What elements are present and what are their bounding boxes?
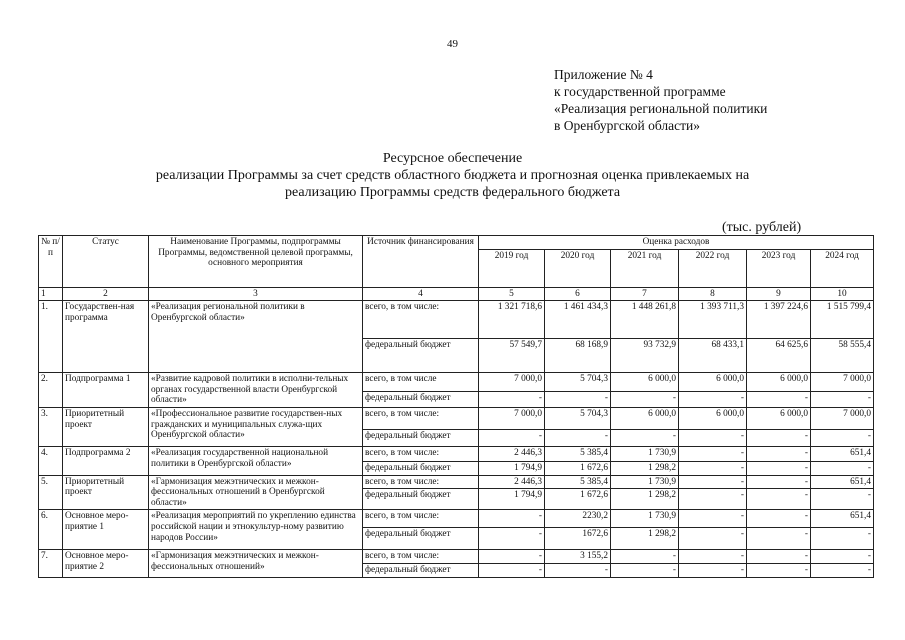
value-cell: 1 730,9 <box>611 446 679 461</box>
value-cell: - <box>479 510 545 528</box>
value-cell: 2 446,3 <box>479 475 545 489</box>
value-cell: 6 000,0 <box>679 407 747 429</box>
row-name: «Профессиональное развитие государствен-ных гражданских и муниципальных служа-щих Оренбургской области» <box>149 407 363 446</box>
value-cell: 5 385,4 <box>545 446 611 461</box>
value-cell: 64 625,6 <box>747 339 811 373</box>
column-number: 2 <box>63 287 149 301</box>
header-row <box>39 236 874 250</box>
value-cell: 7 000,0 <box>479 407 545 429</box>
title-line: реализацию Программы средств федерального бюджета <box>284 185 621 200</box>
table-row <box>39 373 874 392</box>
funding-source: федеральный бюджет <box>363 461 479 475</box>
value-cell: 6 000,0 <box>747 407 811 429</box>
value-cell: 1 672,6 <box>545 461 611 475</box>
header-source: Источник финансирования <box>363 236 479 288</box>
document-title <box>0 150 905 201</box>
row-name: «Реализация мероприятий по укреплению единства российской нации и этнокультур-ному развитию народов России» <box>149 510 363 550</box>
value-cell: 7 000,0 <box>479 373 545 392</box>
value-cell: - <box>747 446 811 461</box>
row-status: Государствен-ная программа <box>63 301 149 373</box>
funding-source: всего, в том числе <box>363 373 479 392</box>
value-cell: 1 298,2 <box>611 489 679 510</box>
table-row <box>39 475 874 489</box>
value-cell: 5 385,4 <box>545 475 611 489</box>
row-status: Подпрограмма 2 <box>63 446 149 475</box>
value-cell: 1 393 711,3 <box>679 301 747 339</box>
appendix-line: Приложение № 4 <box>554 67 653 82</box>
row-number: 4. <box>39 446 63 475</box>
value-cell: 1 515 799,4 <box>811 301 874 339</box>
header-year: 2020 год <box>545 249 611 287</box>
row-status: Основное меро-приятие 1 <box>63 510 149 550</box>
value-cell: - <box>811 429 874 446</box>
value-cell: 6 000,0 <box>611 373 679 392</box>
value-cell: 58 555,4 <box>811 339 874 373</box>
value-cell: 1 397 224,6 <box>747 301 811 339</box>
value-cell: 1 672,6 <box>545 489 611 510</box>
value-cell: 1 461 434,3 <box>545 301 611 339</box>
row-number: 2. <box>39 373 63 408</box>
value-cell: 7 000,0 <box>811 373 874 392</box>
value-cell: - <box>811 461 874 475</box>
row-status: Подпрограмма 1 <box>63 373 149 408</box>
row-number: 6. <box>39 510 63 550</box>
funding-source: всего, в том числе: <box>363 475 479 489</box>
value-cell: 1 298,2 <box>611 461 679 475</box>
value-cell: 1 730,9 <box>611 475 679 489</box>
value-cell: - <box>545 563 611 577</box>
header-year: 2022 год <box>679 249 747 287</box>
column-number: 9 <box>747 287 811 301</box>
value-cell: 1672,6 <box>545 528 611 550</box>
header-name: Наименование Программы, подпрограммы Программы, ведомственной целевой программы, основного мероприятия <box>149 236 363 288</box>
resource-table <box>38 235 874 578</box>
value-cell: - <box>545 429 611 446</box>
title-line: реализации Программы за счет средств областного бюджета и прогнозная оценка привлекаемых на <box>155 168 750 183</box>
column-number: 3 <box>149 287 363 301</box>
value-cell: - <box>479 528 545 550</box>
header-num: № п/п <box>39 236 63 288</box>
value-cell: - <box>811 550 874 564</box>
title-line: Ресурсное обеспечение <box>382 151 523 166</box>
value-cell: 1 448 261,8 <box>611 301 679 339</box>
funding-source: федеральный бюджет <box>363 528 479 550</box>
value-cell: 1 321 718,6 <box>479 301 545 339</box>
column-number: 5 <box>479 287 545 301</box>
value-cell: - <box>747 528 811 550</box>
funding-source: федеральный бюджет <box>363 489 479 510</box>
row-name: «Гармонизация межэтнических и межкон-фессиональных отношений в Оренбургской области» <box>149 475 363 510</box>
value-cell: - <box>611 429 679 446</box>
value-cell: - <box>479 429 545 446</box>
value-cell: - <box>747 563 811 577</box>
value-cell: 6 000,0 <box>747 373 811 392</box>
value-cell: - <box>747 475 811 489</box>
row-status: Приоритетный проект <box>63 475 149 510</box>
value-cell: 1 794,9 <box>479 461 545 475</box>
funding-source: федеральный бюджет <box>363 392 479 408</box>
value-cell: 68 433,1 <box>679 339 747 373</box>
column-number: 7 <box>611 287 679 301</box>
value-cell: - <box>679 563 747 577</box>
funding-source: всего, в том числе: <box>363 407 479 429</box>
column-number-row <box>39 287 874 301</box>
appendix-line: к государственной программе <box>554 84 726 99</box>
row-status: Основное меро-приятие 2 <box>63 550 149 577</box>
appendix-line: «Реализация региональной политики <box>554 101 768 116</box>
value-cell: 93 732,9 <box>611 339 679 373</box>
column-number: 4 <box>363 287 479 301</box>
value-cell: - <box>811 489 874 510</box>
column-number: 6 <box>545 287 611 301</box>
value-cell: - <box>747 489 811 510</box>
value-cell: 3 155,2 <box>545 550 611 564</box>
funding-source: федеральный бюджет <box>363 563 479 577</box>
value-cell: - <box>679 392 747 408</box>
column-number: 8 <box>679 287 747 301</box>
value-cell: 1 794,9 <box>479 489 545 510</box>
value-cell: 2 446,3 <box>479 446 545 461</box>
row-number: 7. <box>39 550 63 577</box>
value-cell: - <box>679 461 747 475</box>
value-cell: 68 168,9 <box>545 339 611 373</box>
value-cell: 6 000,0 <box>611 407 679 429</box>
value-cell: 6 000,0 <box>679 373 747 392</box>
column-number: 10 <box>811 287 874 301</box>
value-cell: - <box>747 461 811 475</box>
row-name: «Развитие кадровой политики в исполни-тельных органах государственной власти Оренбургской области» <box>149 373 363 408</box>
header-status: Статус <box>63 236 149 288</box>
value-cell: - <box>679 446 747 461</box>
funding-source: федеральный бюджет <box>363 429 479 446</box>
funding-source: федеральный бюджет <box>363 339 479 373</box>
value-cell: 651,4 <box>811 510 874 528</box>
value-cell: - <box>747 429 811 446</box>
funding-source: всего, в том числе: <box>363 510 479 528</box>
value-cell: 5 704,3 <box>545 373 611 392</box>
value-cell: - <box>479 563 545 577</box>
value-cell: 1 730,9 <box>611 510 679 528</box>
table-row <box>39 510 874 528</box>
table-row <box>39 407 874 429</box>
page-number: 49 <box>447 38 458 50</box>
value-cell: - <box>679 475 747 489</box>
value-cell: - <box>611 392 679 408</box>
appendix-line: в Оренбургской области» <box>554 118 700 133</box>
value-cell: - <box>679 510 747 528</box>
value-cell: - <box>747 392 811 408</box>
header-year: 2019 год <box>479 249 545 287</box>
row-name: «Гармонизация межэтнических и межкон-фессиональных отношений» <box>149 550 363 577</box>
value-cell: - <box>811 392 874 408</box>
column-number: 1 <box>39 287 63 301</box>
value-cell: 651,4 <box>811 475 874 489</box>
value-cell: 651,4 <box>811 446 874 461</box>
value-cell: - <box>479 550 545 564</box>
row-number: 1. <box>39 301 63 373</box>
row-status: Приоритетный проект <box>63 407 149 446</box>
table-row <box>39 301 874 339</box>
appendix-block <box>554 66 767 134</box>
value-cell: 2230,2 <box>545 510 611 528</box>
row-number: 3. <box>39 407 63 446</box>
value-cell: - <box>811 563 874 577</box>
value-cell: - <box>747 510 811 528</box>
funding-source: всего, в том числе: <box>363 550 479 564</box>
value-cell: - <box>611 563 679 577</box>
value-cell: - <box>479 392 545 408</box>
value-cell: - <box>747 550 811 564</box>
value-cell: 5 704,3 <box>545 407 611 429</box>
table-row <box>39 446 874 461</box>
table-row <box>39 550 874 564</box>
value-cell: 57 549,7 <box>479 339 545 373</box>
value-cell: - <box>679 489 747 510</box>
header-year: 2023 год <box>747 249 811 287</box>
value-cell: - <box>611 550 679 564</box>
header-estimate: Оценка расходов <box>479 236 874 250</box>
value-cell: 7 000,0 <box>811 407 874 429</box>
value-cell: - <box>679 550 747 564</box>
row-number: 5. <box>39 475 63 510</box>
value-cell: - <box>545 392 611 408</box>
funding-source: всего, в том числе: <box>363 446 479 461</box>
value-cell: - <box>679 528 747 550</box>
row-name: «Реализация региональной политики в Оренбургской области» <box>149 301 363 373</box>
row-name: «Реализация государственной национальной политики в Оренбургской области» <box>149 446 363 475</box>
value-cell: - <box>679 429 747 446</box>
value-cell: 1 298,2 <box>611 528 679 550</box>
units-label: (тыс. рублей) <box>722 220 802 235</box>
value-cell: - <box>811 528 874 550</box>
header-year: 2021 год <box>611 249 679 287</box>
header-year: 2024 год <box>811 249 874 287</box>
funding-source: всего, в том числе: <box>363 301 479 339</box>
